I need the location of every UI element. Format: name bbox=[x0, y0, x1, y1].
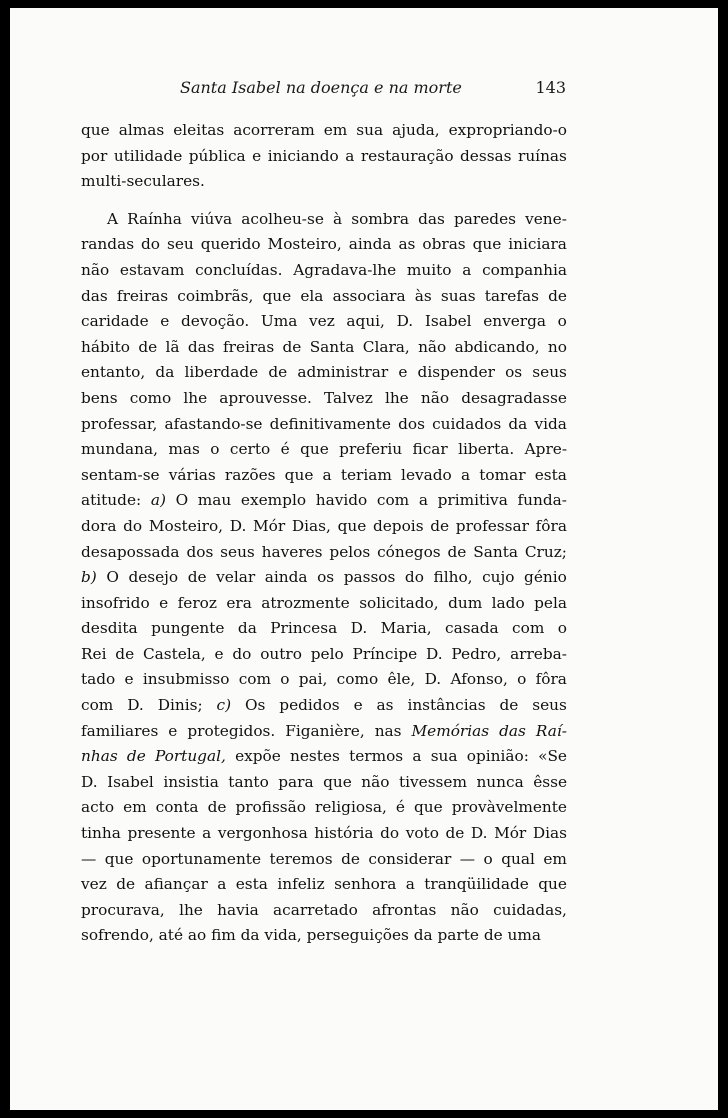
book-page bbox=[10, 8, 718, 1110]
body-text bbox=[81, 118, 567, 949]
text-line: tado e insubmisso com o pai, como êle, D. Afonso, o fôra bbox=[81, 670, 567, 689]
text-line: procurava, lhe havia acarretado afrontas não cuidadas, bbox=[81, 900, 567, 919]
text-line: que almas eleitas acorreram em sua ajuda, expropriando-o bbox=[81, 121, 567, 139]
text-line: sofrendo, até ao fim da vida, perseguições da parte de uma bbox=[81, 926, 542, 945]
text-line: atitude: a) O mau exemplo havido com a primitiva funda- bbox=[81, 491, 567, 510]
text-line: dora do Mosteiro, D. Mór Dias, que depois de professar fôra bbox=[81, 516, 567, 535]
text-line: insofrido e feroz era atrozmente solicitado, dum lado pela bbox=[81, 593, 567, 612]
text-line: não estavam concluídas. Agradava-lhe muito a companhia bbox=[81, 260, 567, 279]
text-line: A Raínha viúva acolheu-se à sombra das paredes vene- bbox=[107, 209, 567, 228]
text-line: por utilidade pública e iniciando a restauração dessas ruínas bbox=[81, 146, 567, 165]
text-line: desapossada dos seus haveres pelos cónegos de Santa Cruz; bbox=[81, 542, 567, 561]
text-line: D. Isabel insistia tanto para que não tivessem nunca êsse bbox=[81, 772, 567, 791]
running-title: Santa Isabel na doença e na morte bbox=[180, 78, 462, 97]
text-line: multi-seculares. bbox=[81, 172, 205, 191]
page-header bbox=[80, 78, 566, 106]
text-line: — que oportunamente teremos de considerar — o qual em bbox=[81, 849, 567, 868]
text-line: acto em conta de profissão religiosa, é que provàvelmente bbox=[81, 798, 567, 817]
text-line: mundana, mas o certo é que preferiu ficar liberta. Apre- bbox=[81, 440, 567, 459]
text-line: professar, afastando-se definitivamente dos cuidados da vida bbox=[81, 414, 567, 433]
text-line: familiares e protegidos. Figanière, nas Memórias das Raí- bbox=[81, 721, 567, 740]
text-line: das freiras coimbrãs, que ela associara às suas tarefas de bbox=[81, 286, 567, 305]
text-line: com D. Dinis; c) Os pedidos e as instâncias de seus bbox=[81, 696, 567, 715]
text-line: vez de afiançar a esta infeliz senhora a tranqüilidade que bbox=[81, 875, 567, 894]
text-line: sentam-se várias razões que a teriam levado a tomar esta bbox=[81, 465, 567, 484]
page-number: 143 bbox=[535, 78, 566, 97]
text-line: caridade e devoção. Uma vez aqui, D. Isabel enverga o bbox=[81, 312, 567, 331]
text-line: hábito de lã das freiras de Santa Clara, não abdicando, no bbox=[81, 337, 567, 356]
text-line: tinha presente a vergonhosa história do voto de D. Mór Dias bbox=[81, 824, 567, 843]
text-line: entanto, da liberdade de administrar e dispender os seus bbox=[81, 363, 567, 382]
text-line: Rei de Castela, e do outro pelo Príncipe D. Pedro, arreba- bbox=[81, 644, 567, 663]
text-line: b) O desejo de velar ainda os passos do filho, cujo génio bbox=[81, 568, 567, 587]
text-line: desdita pungente da Princesa D. Maria, casada com o bbox=[81, 619, 567, 638]
text-line: nhas de Portugal, expõe nestes termos a sua opinião: «Se bbox=[81, 747, 567, 766]
text-line: bens como lhe aprouvesse. Talvez lhe não desagradasse bbox=[81, 388, 567, 407]
text-line: randas do seu querido Mosteiro, ainda as obras que iniciara bbox=[81, 235, 567, 254]
